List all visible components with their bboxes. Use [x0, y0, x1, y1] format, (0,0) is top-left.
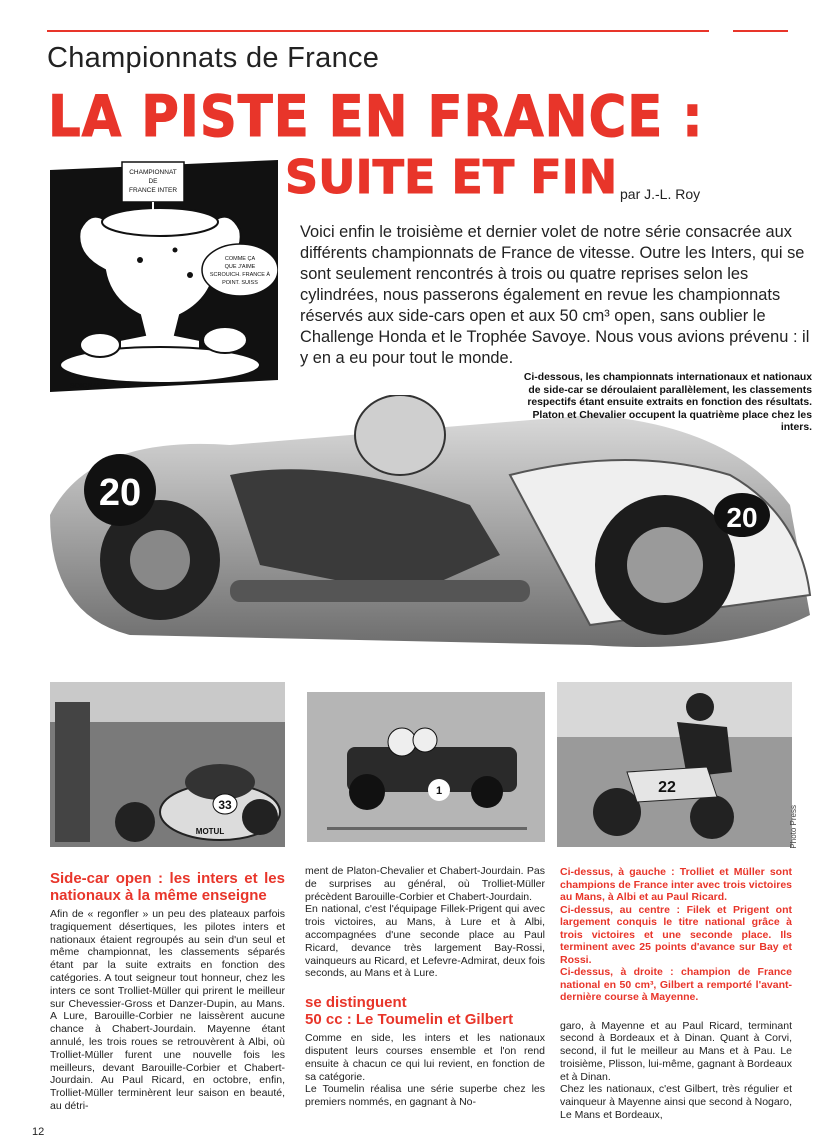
article-heading-2a: se distinguent — [305, 994, 407, 1012]
article-heading-2b: 50 cc : Le Toumelin et Gilbert — [305, 1011, 514, 1029]
photo-credit: Photo Press — [789, 805, 798, 849]
caption-bottom-left: Ci-dessus, à gauche : Trolliet et Müller sont champions de France inter avec trois victoires au Mans, à Albi et au Paul Ricard. — [560, 866, 792, 903]
article-column-2 — [305, 865, 545, 1109]
byline: par J.-L. Roy — [620, 186, 701, 202]
column-2-text-d: Le Toumelin réalisa une série superbe chez les premiers nommés, en gagnant à No- — [305, 1083, 545, 1109]
intro-paragraph: Voici enfin le troisième et dernier volet de notre série consacrée aux différents championnats de France de vitesse. Outre les Inters, qui se sont seulement rencontrés à trois ou quatre reprises selon les cylindrées, nous passerons également en revue les championnats réservés aux side-cars open et aux 50 cm³ open, sans oublier le Challenge Honda et le Trophée Savoye. Nous vous avions prévenu : il y en a eu pour tout le monde. — [300, 223, 810, 367]
sidecar-race-photo — [30, 395, 820, 670]
photo3-number: 22 — [658, 779, 676, 796]
race-number-fairing: 20 — [726, 502, 758, 533]
svg-text:CHAMPIONNAT: CHAMPIONNAT — [129, 169, 177, 176]
top-rule-short — [733, 30, 788, 32]
race-number-main: 20 — [98, 472, 142, 514]
cartoon-illustration — [50, 160, 278, 392]
column-2-text-c: Comme en side, les inters et les nationaux disputent leurs courses ensemble et l'on rend ensuite à chacun ce qui lui revient, en fonction de sa catégorie. — [305, 1032, 545, 1083]
column-1-text: Afin de « regonfler » un peu des plateaux parfois tragiquement désertiques, les pilotes inters et nationaux étaient regroupés au sein d'un seul et même championnat, les classements séparés étant par la suite extraits en fonction des catégories. A tout seigneur tout honneur, chez les inters ce sont Trolliet-Müller qui prirent le meilleur sur Chevessier-Gross et Danzer-Dupin, au Mans. A Lure, Barouille-Corbier ne laissèrent aucune chance à Chabert-Jourdain. Mayenne étant annulé, les trois roues se retrouvèrent à Albi, où Trolliet-Müller furent une nouvelle fois les meilleurs, devant Barouille-Corbier et Chabert-Jourdain. Au Paul Ricard, en octobre, enfin, Trolliet-Müller terminèrent leur saison en beauté, au détri- — [50, 908, 285, 1112]
svg-text:COMME ÇA: COMME ÇA — [224, 256, 256, 262]
svg-text:FRANCE INTER: FRANCE INTER — [128, 187, 178, 194]
column-2-text-a: ment de Platon-Chevalier et Chabert-Jourdain. Pas de surprises au général, où Trolliet-Müller précèdent Barouille-Corbier et Chabert-Jourdain. — [305, 865, 545, 903]
photo-filek-prigent — [307, 692, 545, 842]
svg-text:DE: DE — [148, 178, 158, 185]
photo1-sponsor: MOTUL — [195, 827, 225, 836]
article-heading-1: Side-car open : les inters et les nationaux à la même enseigne — [50, 870, 285, 904]
subhead: SUITE ET FIN — [285, 150, 618, 204]
caption-top: Ci-dessous, les championnats internationaux et nationaux de side-car se déroulaient parallèlement, les classements respectifs étant ensuite extraits en fonction des résultats. Platon et Chevalier occupent la quatrième place chez les inters. — [523, 372, 812, 433]
article-column-3 — [560, 866, 792, 1122]
section-title: Championnats de France — [47, 42, 380, 74]
column-2-text-b: En national, c'est l'équipage Fillek-Prigent qui avec trois victoires, au Mans, à Lure et à Albi, accompagnées d'une seconde place au Paul Ricard, devance très largement Bay-Rossi, vainqueurs au Ricard, et Lefevre-Admirat, deux fois seconds, au Mans et à Lure. — [305, 903, 545, 980]
svg-text:QUE J'AIME: QUE J'AIME — [224, 264, 256, 270]
article-column-1 — [50, 870, 285, 1113]
photo1-number: 33 — [218, 798, 232, 812]
photo2-number: 1 — [435, 785, 443, 797]
page-number: 12 — [32, 1126, 45, 1138]
photo-trolliet-muller — [50, 682, 285, 847]
caption-bottom-center: Ci-dessus, au centre : Filek et Prigent ont largement conquis le titre national grâce à trois victoires et une seconde place. Ils terminent avec 25 points d'avance sur Bay et Rossi. — [560, 903, 792, 966]
caption-bottom-right: Ci-dessus, à droite : champion de France national en 50 cm³, Gilbert a remporté l'avant-dernière course à Mayenne. — [560, 966, 792, 1003]
svg-text:POINT. SUISS: POINT. SUISS — [222, 280, 258, 286]
column-3-text-a: garo, à Mayenne et au Paul Ricard, terminant second à Bordeaux et à Dinan. Quant à Corvi, second, il fut le meilleur au Mans et à Pau. Le troisième, Plisson, lui-même, gagnant à Bordeaux et à Dinan. — [560, 1019, 792, 1083]
photo-gilbert — [557, 682, 792, 847]
column-3-text-b: Chez les nationaux, c'est Gilbert, très régulier et vainqueur à Mayenne ainsi que second à Nogaro, Le Mans et Bordeaux, — [560, 1083, 792, 1122]
top-rule-long — [47, 30, 709, 32]
headline: LA PISTE EN FRANCE : — [48, 84, 704, 150]
svg-text:SOIGNANT: SOIGNANT — [70, 383, 107, 390]
svg-text:SCROUICH. FRANCE À: SCROUICH. FRANCE À — [209, 272, 271, 278]
